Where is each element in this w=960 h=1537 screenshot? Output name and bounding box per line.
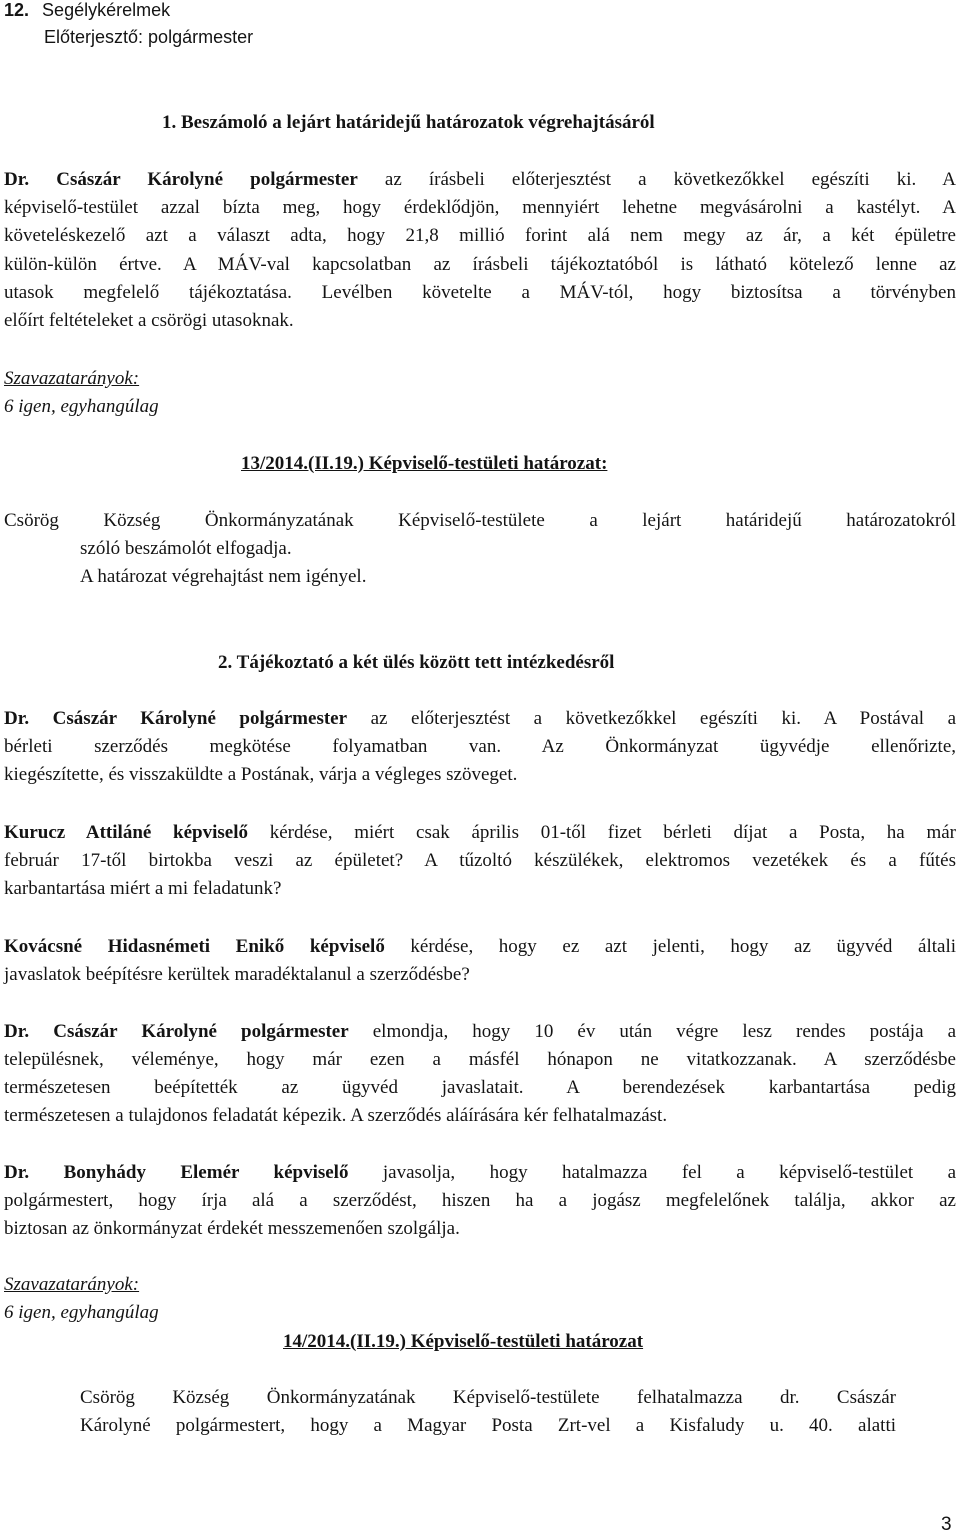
paragraph-line xyxy=(4,764,517,787)
paragraph-line xyxy=(4,254,956,277)
line-text: elmondja, hogy 10 év után végre lesz rendes postája a xyxy=(348,1021,957,1042)
section-heading-1: 1. Beszámoló a lejárt határidejű határozatok végrehajtásáról xyxy=(162,112,655,133)
agenda-item-number: 12. xyxy=(4,0,30,20)
paragraph-line xyxy=(4,1218,460,1241)
line-text: külön-külön értve. A MÁV-val kapcsolatban az írásbeli tájékoztatóból is látható kötelező lenne az xyxy=(4,254,956,275)
line-text: az írásbeli előterjesztést a következőkkel egészíti ki. A xyxy=(357,169,957,190)
line-text: polgármestert, hogy írja alá a szerződést, hiszen ha a jogász megfelelőnek találja, akkor az xyxy=(4,1190,956,1211)
agenda-item-header xyxy=(4,0,170,22)
line-text: kérdése, hogy ez azt jelenti, hogy az ügyvéd általi xyxy=(384,936,957,957)
vote-result: 6 igen, egyhangúlag xyxy=(4,396,159,417)
line-text: természetesen a tulajdonos feladatát képezik. A szerződés aláírására kér felhatalmazást. xyxy=(4,1105,668,1126)
paragraph-line xyxy=(4,225,956,248)
paragraph-line xyxy=(4,310,294,333)
line-text: utasok megfelelő tájékoztatása. Levélben követelte a MÁV-tól, hogy biztosítsa a törvényben xyxy=(4,282,956,303)
resolution-line: Károlyné polgármestert, hogy a Magyar Posta Zrt-vel a Kisfaludy u. 40. alatti xyxy=(80,1415,896,1436)
paragraph-line xyxy=(4,850,956,873)
paragraph-line xyxy=(4,936,956,959)
line-text: javaslatok beépítésre kerültek maradéktalanul a szerződésbe? xyxy=(4,964,470,985)
line-text: természetesen beépítették az ügyvéd javaslatait. A berendezések karbantartása pedig xyxy=(4,1077,956,1098)
resolution-title: 13/2014.(II.19.) Képviselő-testületi határozat: xyxy=(241,453,608,474)
paragraph-line xyxy=(4,878,281,901)
resolution-line: Csörög Község Önkormányzatának Képviselő-testülete a lejárt határidejű határozatokról xyxy=(4,510,956,531)
paragraph-line xyxy=(4,1077,956,1100)
paragraph-line xyxy=(4,1049,956,1072)
paragraph-line xyxy=(4,964,470,987)
line-text: javasolja, hogy hatalmazza fel a képviselő-testület a xyxy=(348,1162,956,1183)
speaker-name: Dr. Bonyhády Elemér képviselő xyxy=(4,1162,349,1183)
resolution-line: szóló beszámolót elfogadja. xyxy=(80,538,292,559)
paragraph-line xyxy=(4,1105,667,1128)
line-text: képviselő-testület azzal bízta meg, hogy érdeklődjön, mennyiért lehetne megvásárolni a kastélyt. A xyxy=(4,197,956,218)
paragraph-line xyxy=(4,822,956,845)
line-text: bérleti szerződés megkötése folyamatban van. Az Önkormányzat ügyvédje ellenőrizte, xyxy=(4,736,956,757)
paragraph-line xyxy=(4,197,956,220)
paragraph-line xyxy=(4,169,956,192)
line-text: kiegészítette, és visszaküldte a Postának, várja a végleges szöveget. xyxy=(4,764,518,785)
paragraph-line xyxy=(4,1190,956,1213)
resolution-line: Csörög Község Önkormányzatának Képviselő-testülete felhatalmazza dr. Császár xyxy=(80,1387,896,1408)
line-text: kérdése, miért csak április 01-től fizet bérleti díjat a Posta, ha már xyxy=(247,822,956,843)
line-text: településnek, véleménye, hogy már ezen a másfél hónapon ne vitatkozzanak. A szerződésbe xyxy=(4,1049,956,1070)
presenter-line: Előterjesztő: polgármester xyxy=(44,27,254,47)
speaker-name: Dr. Császár Károlyné polgármester xyxy=(4,1021,349,1042)
resolution-title: 14/2014.(II.19.) Képviselő-testületi határozat xyxy=(283,1331,644,1352)
resolution-line: A határozat végrehajtást nem igényel. xyxy=(80,566,367,587)
vote-result: 6 igen, egyhangúlag xyxy=(4,1302,159,1323)
page-number: 3 xyxy=(941,1514,952,1535)
line-text: előírt feltételeket a csörögi utasoknak. xyxy=(4,310,294,331)
paragraph-line xyxy=(4,1021,956,1044)
section-heading-2: 2. Tájékoztató a két ülés között tett intézkedésről xyxy=(218,652,615,673)
line-text: követeléskezelő azt a választ adta, hogy 21,8 millió forint alá nem megy az ár, a két épületre xyxy=(4,225,956,246)
paragraph-line xyxy=(4,736,956,759)
line-text: február 17-től birtokba veszi az épületet? A tűzoltó készülékek, elektromos vezetékek és a fűtés xyxy=(4,850,956,871)
line-text: karbantartása miért a mi feladatunk? xyxy=(4,878,282,899)
line-text: az előterjesztést a következőkkel egészíti ki. A Postával a xyxy=(347,708,957,729)
paragraph-line xyxy=(4,1162,956,1185)
line-text: biztosan az önkormányzat érdekét messzemenően szolgálja. xyxy=(4,1218,460,1239)
vote-label: Szavazatarányok: xyxy=(4,1274,140,1295)
speaker-name: Dr. Császár Károlyné polgármester xyxy=(4,708,348,729)
speaker-name: Kovácsné Hidasnémeti Enikő képviselő xyxy=(4,936,385,957)
paragraph-line xyxy=(4,708,956,731)
paragraph-line xyxy=(4,282,956,305)
agenda-item-title: Segélykérelmek xyxy=(42,0,171,20)
speaker-name: Dr. Császár Károlyné polgármester xyxy=(4,169,358,190)
speaker-name: Kurucz Attiláné képviselő xyxy=(4,822,248,843)
vote-label: Szavazatarányok: xyxy=(4,368,140,389)
